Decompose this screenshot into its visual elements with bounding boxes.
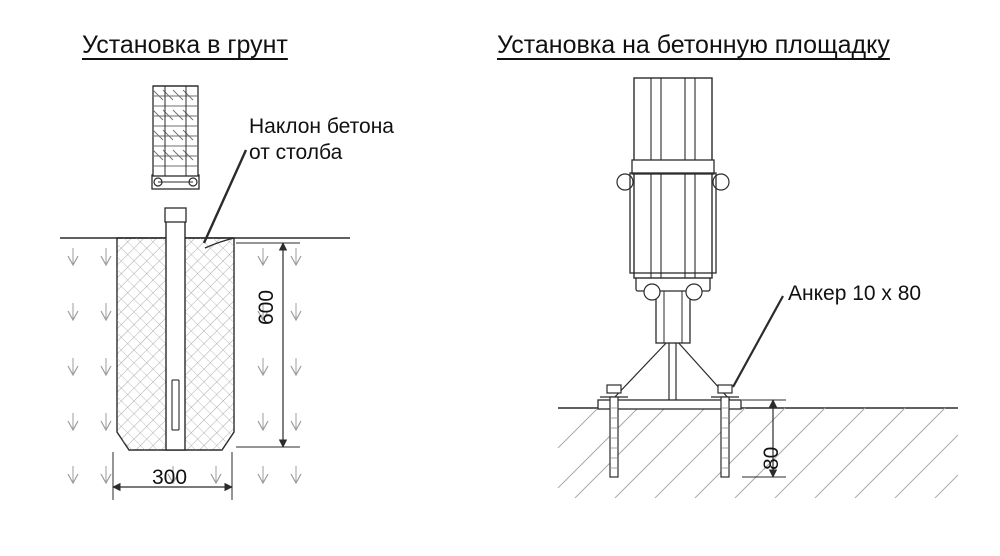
- right-panel-title: Установка на бетонную площадку: [497, 31, 890, 59]
- anchor-leader-line: [733, 296, 783, 387]
- anchor-callout: Анкер 10 x 80: [788, 282, 922, 305]
- collar-bolt-right: [686, 284, 702, 300]
- base-plate-right: [598, 340, 741, 409]
- dimension-label-600: 600: [255, 289, 278, 325]
- dimension-label-300: 300: [152, 466, 188, 489]
- post-hinge-plate: [632, 160, 714, 174]
- collar-bolt-left: [644, 284, 660, 300]
- dimension-600: [236, 243, 300, 447]
- post-base-collar: [165, 208, 186, 222]
- slope-callout-line1: Наклон бетона: [249, 115, 394, 138]
- left-panel-title: Установка в грунт: [82, 31, 288, 59]
- post-body-right: [617, 78, 729, 278]
- post-buried-section: [166, 220, 185, 450]
- dimension-label-80: 80: [760, 446, 783, 470]
- slope-callout-line2: от столба: [249, 141, 343, 164]
- post-body-left: [153, 86, 198, 176]
- slope-callout: [249, 114, 394, 166]
- post-shaft-right: [656, 288, 690, 343]
- slope-leader-line: [204, 150, 246, 243]
